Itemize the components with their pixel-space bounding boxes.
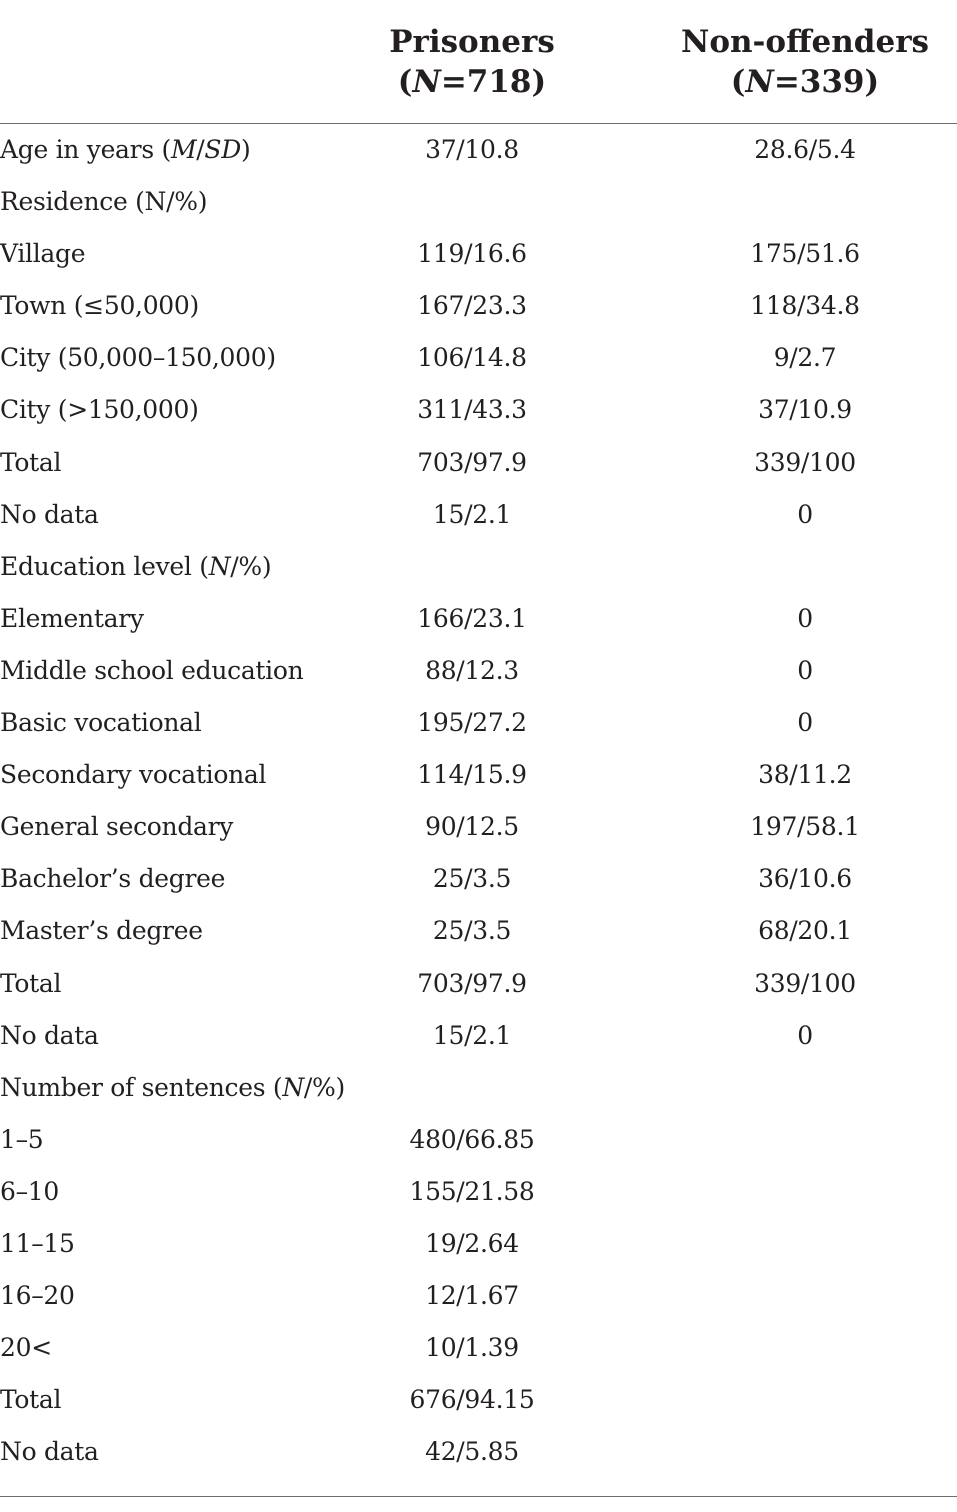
prisoners-value: 166/23.1 [417, 603, 527, 633]
table-row [0, 1010, 957, 1062]
prisoners-value: 10/1.39 [425, 1333, 519, 1363]
prisoners-value: 25/3.5 [432, 916, 512, 946]
nonoffenders-value: 0 [797, 603, 813, 633]
nonoffenders-value: 118/34.8 [750, 291, 860, 321]
table-row [0, 437, 957, 489]
table-row [0, 332, 957, 384]
nonoffenders-value: 37/10.9 [758, 395, 852, 425]
row-label: Total [0, 447, 62, 477]
header-nonoffenders-n-value: 339 [799, 64, 865, 100]
prisoners-value: 703/97.9 [417, 447, 527, 477]
header-nonoffenders [650, 22, 957, 102]
row-label: City (>150,000) [0, 395, 199, 425]
nonoffenders-value: 339/100 [754, 968, 856, 998]
table-row [0, 1426, 957, 1478]
prisoners-value: 12/1.67 [425, 1281, 519, 1311]
prisoners-value: 37/10.8 [425, 135, 519, 164]
header-nonoffenders-n-label: N [745, 64, 774, 100]
row-label: 20< [0, 1333, 52, 1363]
row-label: Number of sentences (N/%) [0, 1072, 345, 1102]
prisoners-value: 25/3.5 [432, 864, 512, 894]
prisoners-value: 676/94.15 [409, 1385, 535, 1415]
prisoners-value: 19/2.64 [425, 1228, 519, 1258]
label-stat-symbol: M/SD [170, 135, 241, 164]
nonoffenders-value: 28.6/5.4 [754, 135, 856, 164]
table-row [0, 593, 957, 645]
header-prisoners-title: Prisoners [389, 24, 555, 60]
table-row [0, 905, 957, 957]
row-label: 6–10 [0, 1176, 60, 1206]
row-label: Education level (N/%) [0, 551, 272, 581]
row-label: Secondary vocational [0, 760, 267, 790]
table-row [0, 124, 957, 176]
table-row [0, 749, 957, 801]
nonoffenders-value: 9/2.7 [773, 343, 837, 373]
row-label: 1–5 [0, 1124, 44, 1154]
table-row [0, 1218, 957, 1270]
table-row [0, 697, 957, 749]
nonoffenders-value: 0 [797, 655, 813, 685]
table-row [0, 176, 957, 228]
table-row [0, 384, 957, 436]
table-row [0, 1166, 957, 1218]
row-label: 16–20 [0, 1281, 75, 1311]
table-row [0, 280, 957, 332]
table-row [0, 853, 957, 905]
nonoffenders-value: 0 [797, 1020, 813, 1050]
table-row [0, 645, 957, 697]
table-row [0, 489, 957, 541]
row-label: No data [0, 1020, 99, 1050]
row-label: General secondary [0, 812, 234, 842]
header-prisoners-n: (N=718) [397, 64, 547, 100]
row-label: No data [0, 499, 99, 529]
table-row [0, 1114, 957, 1166]
table-row [0, 228, 957, 280]
row-label: Bachelor’s degree [0, 864, 226, 894]
table-body [0, 124, 957, 1478]
label-stat-symbol: N/% [282, 1072, 336, 1102]
prisoners-value: 195/27.2 [417, 708, 527, 738]
row-label: 11–15 [0, 1228, 75, 1258]
row-label: Elementary [0, 603, 144, 633]
prisoners-value: 155/21.58 [409, 1176, 535, 1206]
row-label: Middle school education [0, 655, 304, 685]
prisoners-value: 15/2.1 [432, 1020, 512, 1050]
nonoffenders-value: 0 [797, 708, 813, 738]
label-stat-symbol: N/% [208, 551, 262, 581]
header-prisoners [330, 22, 614, 102]
prisoners-value: 480/66.85 [409, 1124, 535, 1154]
prisoners-value: 703/97.9 [417, 968, 527, 998]
table-row [0, 1062, 957, 1114]
prisoners-value: 119/16.6 [417, 239, 527, 269]
nonoffenders-value: 0 [797, 499, 813, 529]
row-label: Basic vocational [0, 708, 202, 738]
header-nonoffenders-title: Non-offenders [681, 24, 929, 60]
row-label: City (50,000–150,000) [0, 343, 276, 373]
header-prisoners-n-label: N [412, 64, 441, 100]
row-label: Town (≤50,000) [0, 291, 199, 321]
nonoffenders-value: 36/10.6 [758, 864, 852, 894]
row-label: Age in years (M/SD) [0, 135, 251, 164]
prisoners-value: 42/5.85 [425, 1437, 519, 1467]
row-label: Village [0, 239, 86, 269]
table-header [0, 0, 957, 124]
prisoners-value: 106/14.8 [417, 343, 527, 373]
table-row [0, 801, 957, 853]
row-label: Master’s degree [0, 916, 203, 946]
nonoffenders-value: 175/51.6 [750, 239, 860, 269]
header-nonoffenders-n: (N=339) [730, 64, 880, 100]
prisoners-value: 88/12.3 [425, 655, 519, 685]
table-row [0, 958, 957, 1010]
table-row [0, 1374, 957, 1426]
table-row [0, 541, 957, 593]
table-row [0, 1270, 957, 1322]
row-label: Total [0, 1385, 62, 1415]
row-label: Residence (N/%) [0, 187, 208, 217]
nonoffenders-value: 38/11.2 [758, 760, 852, 790]
nonoffenders-value: 197/58.1 [750, 812, 860, 842]
nonoffenders-value: 68/20.1 [758, 916, 852, 946]
table-row [0, 1322, 957, 1374]
row-label: No data [0, 1437, 99, 1467]
header-prisoners-n-value: 718 [466, 64, 532, 100]
prisoners-value: 15/2.1 [432, 499, 512, 529]
nonoffenders-value: 339/100 [754, 447, 856, 477]
prisoners-value: 114/15.9 [417, 760, 527, 790]
row-label: Total [0, 968, 62, 998]
prisoners-value: 90/12.5 [425, 812, 519, 842]
prisoners-value: 311/43.3 [417, 395, 527, 425]
table-bottom-rule [0, 1496, 957, 1497]
prisoners-value: 167/23.3 [417, 291, 527, 321]
